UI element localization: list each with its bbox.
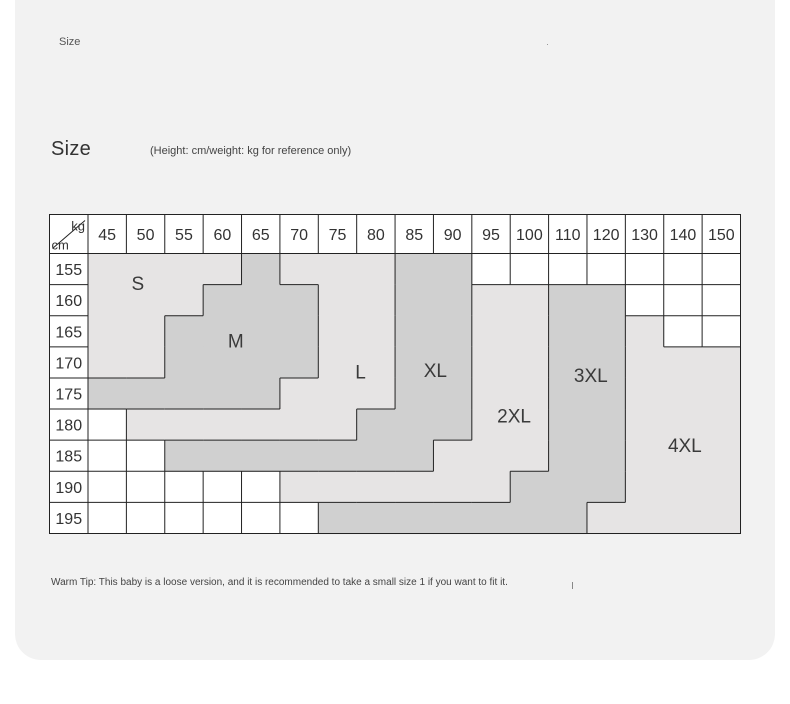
- size-region-cell: [549, 409, 588, 441]
- size-region-cell: [472, 471, 511, 503]
- weight-header-65: 65: [251, 227, 270, 244]
- size-region-cell: [664, 471, 703, 503]
- size-region-cell: [702, 409, 741, 441]
- size-region-cell: [510, 316, 549, 348]
- size-region-cell: [203, 409, 242, 441]
- size-region-cell: [510, 440, 549, 472]
- size-label-s: S: [131, 274, 145, 296]
- height-header-175: 175: [55, 386, 83, 404]
- height-unit-label: cm: [51, 237, 69, 253]
- size-region-cell: [625, 378, 664, 410]
- top-size-label: Size: [59, 36, 81, 48]
- size-region-cell: [203, 378, 242, 410]
- size-region-cell: [625, 502, 664, 534]
- size-region-cell: [395, 285, 434, 317]
- page-title: Size: [51, 138, 92, 160]
- size-region-cell: [318, 502, 357, 534]
- size-region-cell: [242, 254, 281, 286]
- size-region-cell: [625, 316, 664, 348]
- size-region-cell: [88, 285, 127, 317]
- height-header-185: 185: [55, 448, 83, 466]
- size-region-cell: [242, 347, 281, 379]
- size-region-cell: [242, 378, 281, 410]
- weight-header-90: 90: [443, 227, 462, 244]
- size-region-cell: [126, 316, 165, 348]
- size-region-cell: [664, 347, 703, 379]
- size-label-2xl: 2XL: [497, 406, 531, 428]
- size-region-cell: [587, 502, 626, 534]
- size-region-cell: [357, 254, 396, 286]
- size-region-cell: [395, 254, 434, 286]
- size-region-cell: [126, 347, 165, 379]
- size-region-cell: [587, 285, 626, 317]
- size-region-cell: [472, 378, 511, 410]
- size-region-cell: [280, 409, 319, 441]
- weight-header-70: 70: [290, 227, 309, 244]
- size-region-cell: [510, 285, 549, 317]
- warm-tip: Warm Tip: This baby is a loose version, and it is recommended to take a small size 1 if you want to fit it.: [51, 577, 508, 588]
- size-region-cell: [280, 316, 319, 348]
- weight-header-100: 100: [516, 227, 543, 244]
- size-label-xl: XL: [423, 361, 447, 383]
- weight-header-45: 45: [98, 227, 117, 244]
- size-region-cell: [242, 440, 281, 472]
- size-region-cell: [433, 378, 472, 410]
- size-region-cell: [510, 347, 549, 379]
- size-region-cell: [472, 316, 511, 348]
- height-header-195: 195: [55, 510, 83, 528]
- size-region-cell: [587, 440, 626, 472]
- size-region-cell: [702, 471, 741, 503]
- reference-note: (Height: cm/weight: kg for reference only): [150, 145, 352, 157]
- size-region-cell: [433, 316, 472, 348]
- size-region-cell: [203, 254, 242, 286]
- size-region-cell: [625, 347, 664, 379]
- size-region-cell: [318, 285, 357, 317]
- size-region-cell: [242, 316, 281, 348]
- size-region-cell: [165, 378, 204, 410]
- size-region-cell: [433, 254, 472, 286]
- size-region-cell: [395, 471, 434, 503]
- size-region-cell: [433, 409, 472, 441]
- size-region-cell: [510, 378, 549, 410]
- size-region-cell: [664, 378, 703, 410]
- size-region-cell: [318, 471, 357, 503]
- size-region-cell: [433, 502, 472, 534]
- size-region-cell: [549, 471, 588, 503]
- size-region-cell: [357, 316, 396, 348]
- weight-header-60: 60: [213, 227, 232, 244]
- size-region-cell: [549, 502, 588, 534]
- weight-header-95: 95: [482, 227, 500, 244]
- size-region-cell: [165, 285, 204, 317]
- size-region-cell: [280, 440, 319, 472]
- size-region-cell: [702, 378, 741, 410]
- size-region-cell: [549, 285, 588, 317]
- height-header-180: 180: [55, 417, 83, 435]
- size-region-cell: [702, 440, 741, 472]
- size-region-cell: [702, 502, 741, 534]
- weight-unit-label: kg: [71, 218, 85, 234]
- size-region-cell: [318, 440, 357, 472]
- size-region-cell: [357, 285, 396, 317]
- size-region-cell: [472, 347, 511, 379]
- size-region-cell: [433, 471, 472, 503]
- size-region-cell: [625, 409, 664, 441]
- height-header-190: 190: [55, 479, 83, 497]
- size-label-4xl: 4XL: [667, 435, 702, 457]
- size-region-cell: [318, 409, 357, 441]
- size-region-cell: [395, 316, 434, 348]
- size-region-cell: [472, 440, 511, 472]
- weight-header-110: 110: [555, 227, 581, 244]
- size-region-cell: [280, 471, 319, 503]
- size-region-cell: [664, 502, 703, 534]
- size-region-cell: [357, 440, 396, 472]
- size-region-cell: [318, 347, 357, 379]
- size-region-cell: [395, 440, 434, 472]
- size-region-cell: [280, 285, 319, 317]
- size-region-cell: [625, 440, 664, 472]
- size-region-cell: [88, 378, 127, 410]
- size-label-m: M: [227, 331, 244, 353]
- size-region-cell: [126, 409, 165, 441]
- size-region-cell: [395, 378, 434, 410]
- height-header-155: 155: [55, 262, 83, 280]
- size-region-cell: [357, 502, 396, 534]
- size-region-cell: [625, 471, 664, 503]
- weight-header-75: 75: [328, 227, 347, 244]
- weight-header-80: 80: [366, 227, 385, 244]
- weight-header-130: 130: [631, 227, 658, 244]
- size-region-cell: [318, 316, 357, 348]
- size-region-cell: [88, 316, 127, 348]
- weight-header-140: 140: [669, 227, 697, 244]
- size-region-cell: [510, 471, 549, 503]
- size-region-cell: [395, 409, 434, 441]
- size-region-cell: [472, 502, 511, 534]
- weight-header-85: 85: [405, 227, 424, 244]
- weight-header-50: 50: [136, 227, 155, 244]
- size-region-cell: [165, 409, 204, 441]
- size-region-cell: [433, 440, 472, 472]
- size-region-cell: [280, 378, 319, 410]
- height-header-165: 165: [55, 324, 83, 342]
- weight-header-150: 150: [707, 227, 735, 244]
- size-region-cell: [165, 254, 204, 286]
- weight-header-120: 120: [592, 227, 620, 244]
- size-region-cell: [165, 316, 204, 348]
- size-region-cell: [702, 347, 741, 379]
- size-region-cell: [587, 471, 626, 503]
- size-region-cell: [395, 502, 434, 534]
- size-region-cell: [472, 285, 511, 317]
- size-region-cell: [510, 502, 549, 534]
- size-region-cell: [587, 409, 626, 441]
- size-region-cell: [587, 316, 626, 348]
- size-region-cell: [549, 440, 588, 472]
- size-region-cell: [165, 347, 204, 379]
- size-region-cell: [203, 440, 242, 472]
- height-header-170: 170: [55, 355, 83, 373]
- size-label-l: L: [355, 362, 366, 384]
- size-region-cell: [242, 409, 281, 441]
- size-region-cell: [280, 347, 319, 379]
- size-region-cell: [433, 285, 472, 317]
- size-region-cell: [318, 378, 357, 410]
- weight-header-55: 55: [175, 227, 193, 244]
- size-region-cell: [549, 316, 588, 348]
- height-header-160: 160: [55, 293, 83, 311]
- size-region-cell: [203, 285, 242, 317]
- size-region-cell: [88, 347, 127, 379]
- size-region-cell: [357, 471, 396, 503]
- size-region-cell: [88, 254, 127, 286]
- size-region-cell: [318, 254, 357, 286]
- size-region-cell: [165, 440, 204, 472]
- size-region-cell: [280, 254, 319, 286]
- size-region-cell: [126, 378, 165, 410]
- size-region-cell: [242, 285, 281, 317]
- text-cursor-mark: [572, 582, 573, 589]
- size-region-cell: [357, 409, 396, 441]
- size-label-3xl: 3XL: [573, 365, 608, 387]
